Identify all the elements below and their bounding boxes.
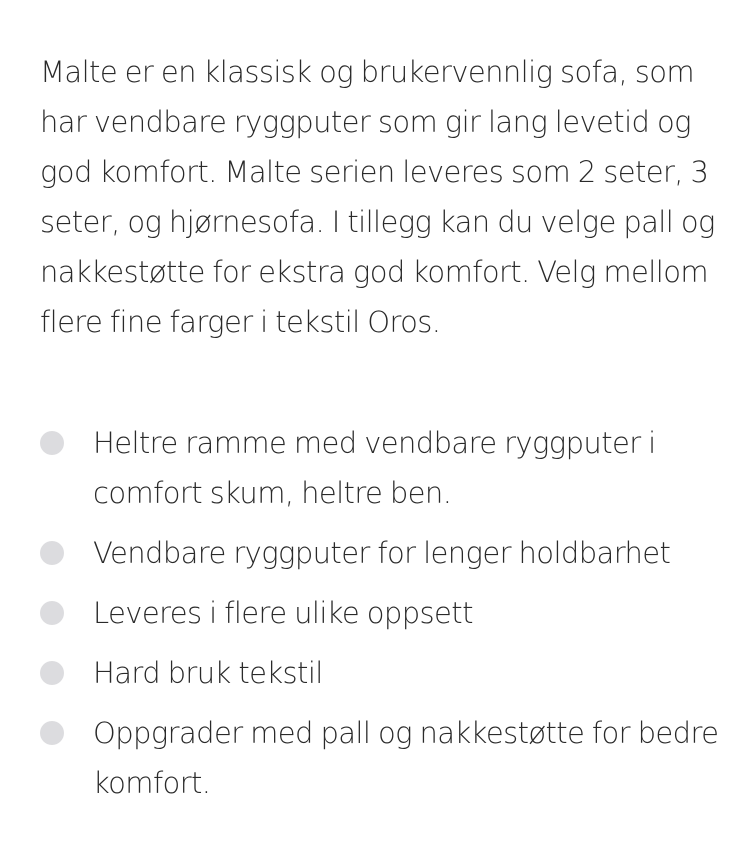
feature-text: Leveres i flere ulike oppsett bbox=[93, 596, 473, 630]
bullet-icon bbox=[40, 431, 64, 455]
feature-item bbox=[40, 648, 720, 698]
description-paragraph: Malte er en klassisk og brukervennlig sofa, som har vendbare ryggputer som gir lang levetid og god komfort. Malte serien leveres som 2 seter, 3 seter, og hjørnesofa. I tillegg kan du velge pall og nakkestøtte for ekstra god komfort. Velg mellom flere fine farger i tekstil Oros. bbox=[40, 55, 715, 339]
feature-item bbox=[40, 418, 720, 518]
feature-item bbox=[40, 708, 720, 808]
feature-text: Oppgrader med pall og nakkestøtte for bedre komfort. bbox=[93, 716, 719, 800]
product-description bbox=[40, 47, 720, 347]
bullet-icon bbox=[40, 721, 64, 745]
bullet-icon bbox=[40, 601, 64, 625]
feature-text: Heltre ramme med vendbare ryggputer i comfort skum, heltre ben. bbox=[93, 426, 656, 510]
feature-item bbox=[40, 528, 720, 578]
bullet-icon bbox=[40, 541, 64, 565]
feature-text: Vendbare ryggputer for lenger holdbarhet bbox=[93, 536, 671, 570]
feature-text: Hard bruk tekstil bbox=[93, 656, 323, 690]
feature-list bbox=[40, 418, 720, 818]
feature-item bbox=[40, 588, 720, 638]
bullet-icon bbox=[40, 661, 64, 685]
